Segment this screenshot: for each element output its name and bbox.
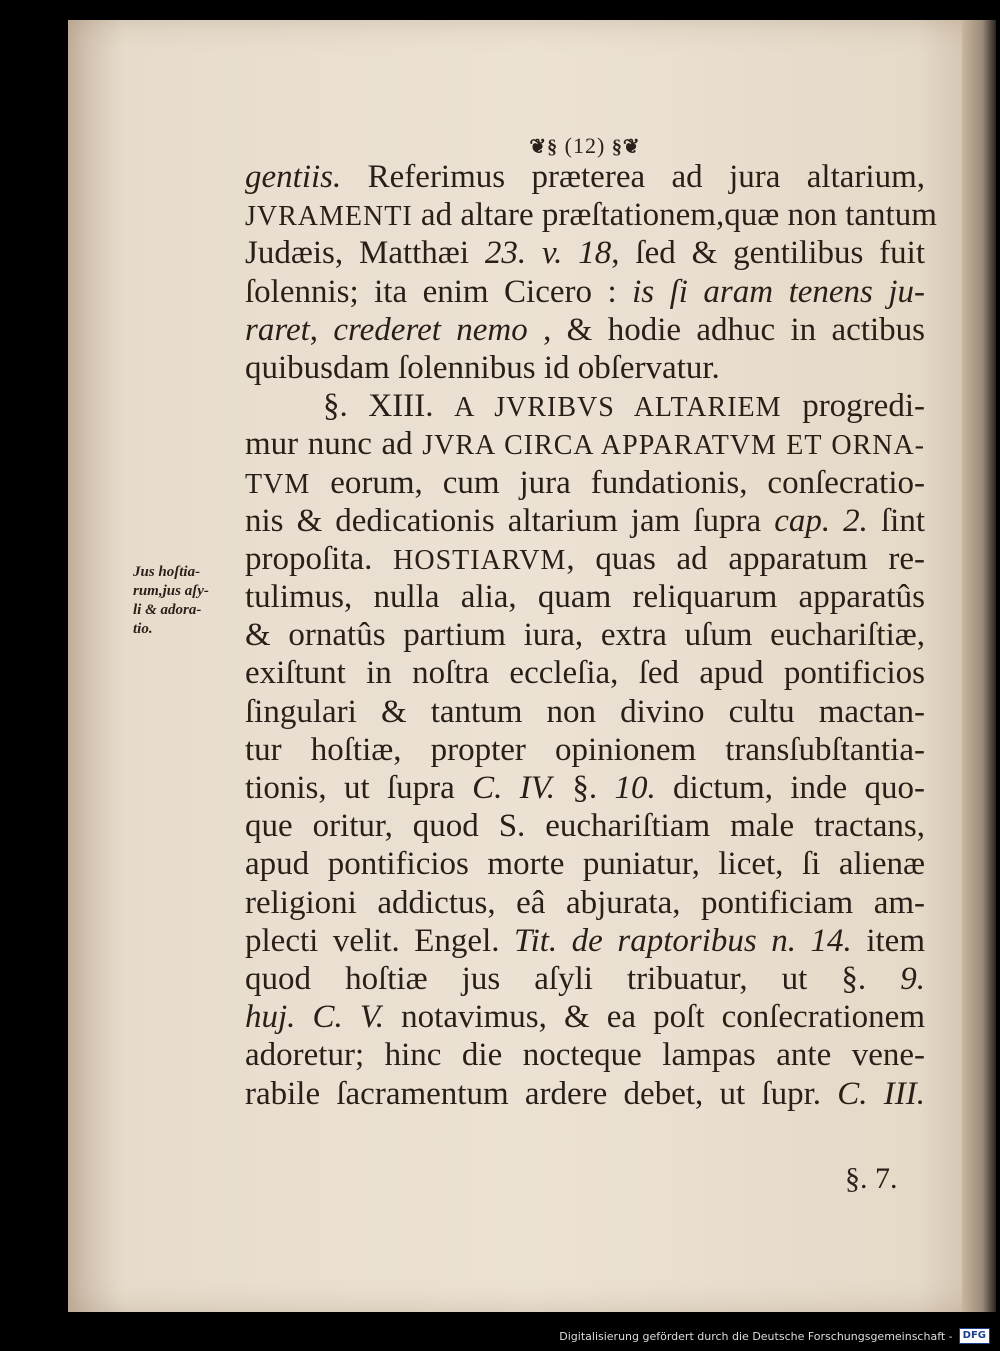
text-segment: 9.: [900, 960, 925, 997]
text-segment: exiſtunt in noſtra eccleſia, ſed apud pontificios: [245, 655, 925, 692]
text-line: [245, 425, 925, 463]
text-segment: plecti velit. Engel.: [245, 922, 515, 959]
text-segment: quibusdam ſolennibus id obſervatur.: [245, 349, 720, 386]
text-line: [245, 998, 925, 1036]
book-spine: [962, 20, 996, 1312]
text-line: [245, 540, 925, 578]
text-segment: 23. v. 18: [484, 235, 612, 272]
text-line: [245, 845, 925, 883]
text-line: [245, 693, 925, 731]
header-ornament-right: §❦: [611, 136, 641, 158]
text-segment: Judæis, Matthæi: [245, 235, 485, 272]
text-line: [245, 502, 925, 540]
text-line: [245, 234, 925, 272]
text-segment: is ſi aram tenens ju-: [632, 273, 925, 310]
text-segment: C. III.: [837, 1075, 925, 1112]
text-line: [245, 349, 925, 387]
margin-note: [133, 563, 238, 639]
text-segment: 10.: [614, 770, 656, 806]
text-line: [245, 884, 925, 922]
main-text: [245, 158, 937, 1113]
text-segment: tur hoſtiæ, propter opinionem transſubſtantia-: [245, 731, 925, 768]
text-segment: apud pontificios morte puniatur, licet, ſi alienæ: [245, 846, 925, 883]
text-line: [245, 1075, 925, 1113]
text-segment: crederet nemo: [333, 311, 528, 348]
text-line: [245, 960, 925, 998]
text-segment: notavimus, & ea poſt conſecrationem: [384, 999, 925, 1036]
text-segment: TVM: [245, 468, 311, 500]
text-line: [245, 464, 925, 502]
text-line: [245, 578, 925, 616]
text-line: [245, 387, 925, 425]
text-segment: ſingulari & tantum non divino cultu mactan-: [245, 693, 925, 730]
text-segment: , quas ad apparatum re-: [566, 540, 925, 577]
text-line: [245, 922, 925, 960]
text-segment: §. XIII.: [323, 388, 455, 425]
text-line: [245, 769, 925, 807]
text-segment: que oritur, quod S. euchariſtiam male tractans,: [245, 808, 925, 845]
text-segment: Referimus præterea ad jura altarium,: [341, 159, 925, 195]
text-line: [245, 616, 925, 654]
text-segment: & ornatûs partium iura, extra uſum euchariſtiæ,: [245, 617, 925, 654]
text-segment: quod hoſtiæ jus aſyli tribuatur, ut §.: [245, 960, 901, 997]
text-segment: cap. 2.: [774, 502, 868, 539]
text-line: [245, 158, 925, 196]
text-segment: raret: [245, 311, 310, 348]
text-line: [245, 807, 925, 845]
header-ornament-left: ❦§: [529, 136, 559, 158]
text-segment: HOSTIARVM: [393, 544, 567, 576]
text-segment: dictum, inde quo-: [655, 770, 925, 806]
text-line: [245, 196, 937, 234]
text-segment: gentiis.: [245, 159, 342, 195]
text-segment: , ſed & gentilibus fuit: [611, 235, 925, 272]
text-segment: ad altare præſtationem,quæ non tantum: [412, 197, 937, 234]
catchword: §. 7.: [845, 1162, 898, 1195]
text-line: [245, 273, 925, 311]
text-line: [245, 731, 925, 769]
text-segment: eorum, cum jura fundationis, conſecratio-: [310, 464, 925, 501]
footer-text: Digitalisierung gefördert durch die Deutsche Forschungsgemeinschaft -: [559, 1329, 953, 1343]
text-segment: propoſita.: [245, 540, 394, 577]
text-segment: nis & dedicationis altarium jam ſupra: [245, 502, 775, 539]
page-number: (12): [564, 133, 606, 158]
margin-note-line: tio.: [133, 621, 153, 637]
margin-note-line: rum,jus aſy-: [133, 583, 209, 599]
text-segment: tulimus, nulla alia, quam reliquarum apparatûs: [245, 579, 925, 616]
text-segment: ſolennis; ita enim Cicero :: [245, 273, 633, 310]
text-segment: ſint: [867, 502, 925, 539]
text-segment: A JVRIBVS ALTARIEM: [454, 392, 782, 424]
text-segment: huj. C. V.: [245, 999, 385, 1036]
margin-note-line: li & adora-: [133, 602, 202, 618]
text-line: [245, 654, 925, 692]
footer: [559, 1325, 990, 1347]
text-segment: , & hodie adhuc in actibus: [527, 311, 925, 348]
text-segment: ,: [309, 311, 334, 348]
text-segment: tionis, ut ſupra: [245, 770, 473, 806]
margin-note-line: Jus hoſtia-: [133, 564, 201, 580]
text-segment: rabile ſacramentum ardere debet, ut ſupr.: [245, 1075, 838, 1112]
text-segment: Tit. de raptoribus n. 14.: [514, 922, 852, 959]
text-segment: progredi-: [781, 388, 925, 425]
text-segment: religioni addictus, eâ abjurata, pontificiam am-: [245, 884, 925, 921]
text-segment: §.: [554, 770, 615, 806]
text-segment: JVRA CIRCA APPARATVM ET ORNA-: [422, 430, 926, 462]
text-segment: mur nunc ad: [245, 426, 423, 463]
text-segment: item: [851, 922, 925, 959]
text-segment: C. IV.: [472, 770, 555, 806]
text-segment: adoretur; hinc die nocteque lampas ante vene-: [245, 1037, 925, 1074]
page-header: [500, 133, 670, 159]
text-line: [245, 311, 925, 349]
dfg-logo: DFG: [959, 1328, 990, 1344]
text-segment: JVRAMENTI: [245, 201, 413, 233]
text-line: [245, 1036, 925, 1074]
